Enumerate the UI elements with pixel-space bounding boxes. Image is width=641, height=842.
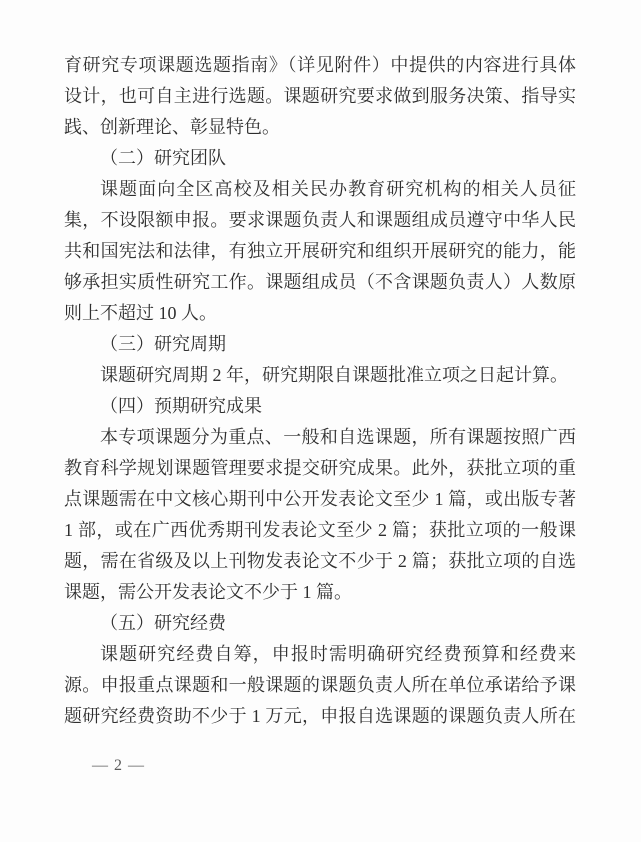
paragraph-topic-guide-continuation: 育研究专项课题选题指南》（详见附件）中提供的内容进行具体设计，也可自主进行选题。课题研究要求做到服务决策、指导实践、创新理论、彰显特色。 xyxy=(64,55,576,137)
paragraph-expected-outcomes: 本专项课题分为重点、一般和自选课题，所有课题按照广西教育科学规划课题管理要求提交研究成果。此外，获批立项的重点课题需在中文核心期刊中公开发表论文至少 1 篇，或出版专著 1 部，或在广西优秀期刊发表论文至少 2 篇；获批立项的一般课题，需在省级及以上刊物发表论文不少于 2 篇；获批立项的自选课题，需公开发表论文不少于 1 篇。 xyxy=(64,427,576,602)
page-footer xyxy=(92,756,145,776)
page-number: — 2 — xyxy=(92,757,145,774)
section-heading-research-funding: （五）研究经费 xyxy=(100,613,226,633)
section-heading-research-period: （三）研究周期 xyxy=(100,334,226,354)
section-heading-expected-outcomes: （四）预期研究成果 xyxy=(100,396,262,416)
paragraph-research-period: 课题研究周期 2 年，研究期限自课题批准立项之日起计算。 xyxy=(100,365,568,385)
paragraph-research-funding: 课题研究经费自筹，申报时需明确研究经费预算和经费来源。申报重点课题和一般课题的课题负责人所在单位承诺给予课题研究经费资助不少于 1 万元，申报自选课题的课题负责人所在 xyxy=(64,644,576,726)
document-body xyxy=(64,50,576,732)
section-heading-research-team: （二）研究团队 xyxy=(100,148,226,168)
paragraph-research-team: 课题面向全区高校及相关民办教育研究机构的相关人员征集，不设限额申报。要求课题负责人和课题组成员遵守中华人民共和国宪法和法律，有独立开展研究和组织开展研究的能力，能够承担实质性研究工作。课题组成员（不含课题负责人）人数原则上不超过 10 人。 xyxy=(64,179,576,323)
